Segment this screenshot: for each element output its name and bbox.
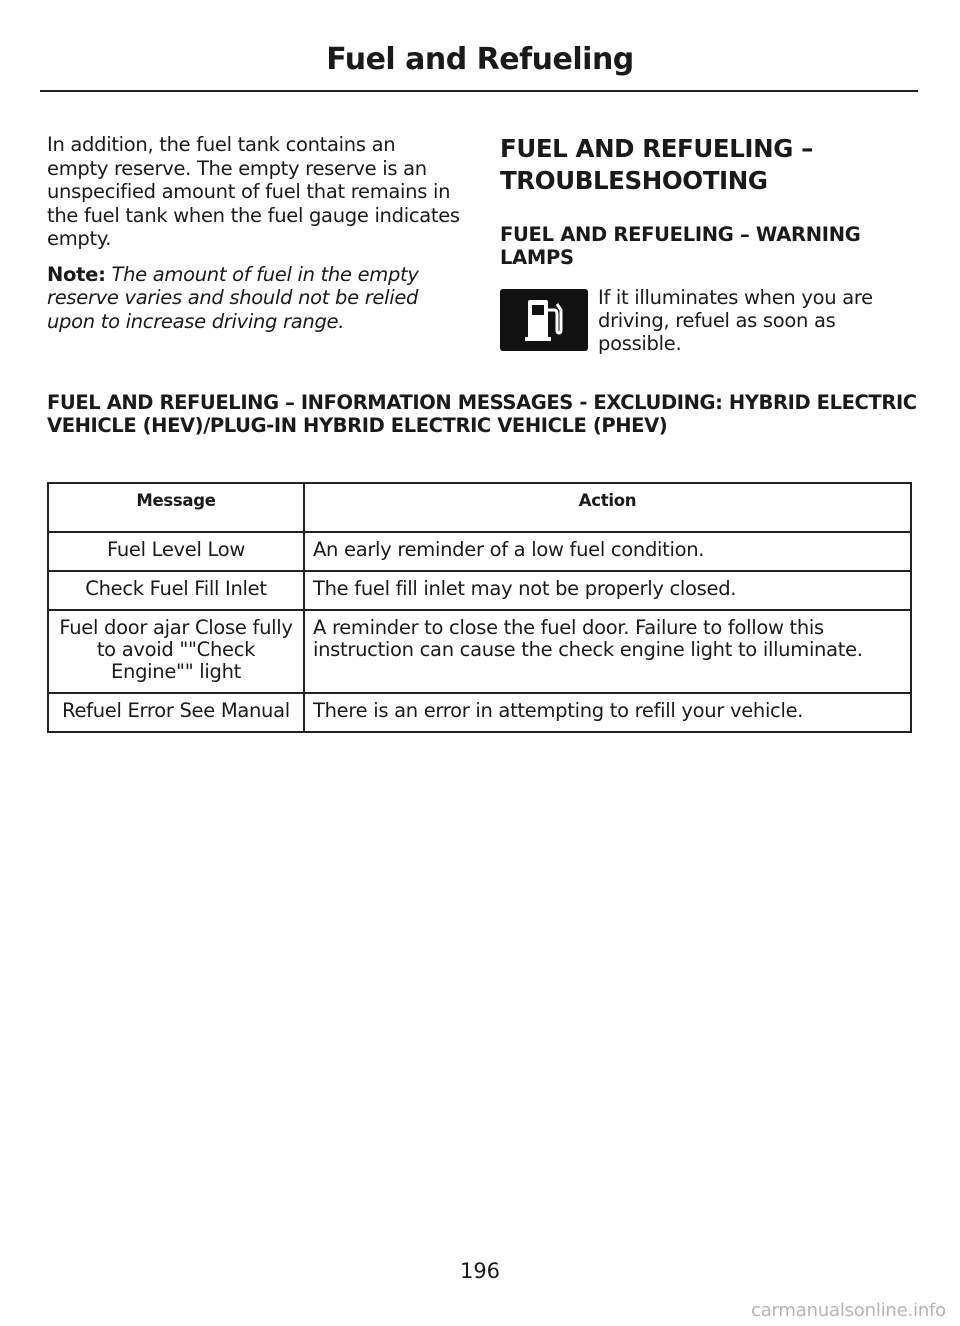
- note-label: Note:: [47, 262, 106, 286]
- warning-lamp-text: If it illuminates when you are driving, refuel as soon as possible.: [598, 286, 873, 355]
- right-column: [500, 133, 920, 355]
- action-cell: A reminder to close the fuel door. Failure to follow this instruction can cause the check engine light to illuminate.: [304, 610, 911, 693]
- table-row: [48, 610, 911, 693]
- information-messages-table: [47, 482, 912, 733]
- information-messages-heading: FUEL AND REFUELING – INFORMATION MESSAGES - EXCLUDING: HYBRID ELECTRIC VEHICLE (HEV)/PLUG-IN HYBRID ELECTRIC VEHICLE (PHEV): [47, 391, 917, 437]
- table-row: [48, 571, 911, 610]
- left-column: [47, 133, 462, 345]
- note: [47, 263, 462, 334]
- table-header-row: [48, 483, 911, 532]
- table-row: [48, 532, 911, 571]
- action-cell: The fuel fill inlet may not be properly closed.: [304, 571, 911, 610]
- page-number: 196: [459, 1259, 501, 1283]
- page-title: Fuel and Refueling: [326, 42, 634, 77]
- note-text: The amount of fuel in the empty reserve varies and should not be relied upon to increase driving range.: [47, 262, 419, 333]
- column-header-message: Message: [48, 483, 304, 532]
- reserve-paragraph: In addition, the fuel tank contains an empty reserve. The empty reserve is an unspecified amount of fuel that remains in the fuel tank when the fuel gauge indicates empty.: [47, 133, 460, 250]
- troubleshooting-heading-line2: TROUBLESHOOTING: [500, 166, 768, 195]
- column-header-action: Action: [304, 483, 911, 532]
- warning-lamp-row: [500, 286, 920, 355]
- message-cell: Refuel Error See Manual: [48, 693, 304, 732]
- header-divider: [40, 90, 918, 92]
- message-cell: Fuel Level Low: [48, 532, 304, 571]
- watermark: carmanualsonline.info: [751, 1300, 946, 1321]
- warning-lamps-heading: FUEL AND REFUELING – WARNING LAMPS: [500, 223, 861, 269]
- troubleshooting-heading-line1: FUEL AND REFUELING –: [500, 134, 813, 163]
- message-cell: Check Fuel Fill Inlet: [48, 571, 304, 610]
- table-row: [48, 693, 911, 732]
- action-cell: An early reminder of a low fuel condition.: [304, 532, 911, 571]
- message-cell: Fuel door ajar Close fully to avoid ""Check Engine"" light: [48, 610, 304, 693]
- action-cell: There is an error in attempting to refill your vehicle.: [304, 693, 911, 732]
- fuel-pump-icon: [500, 289, 588, 351]
